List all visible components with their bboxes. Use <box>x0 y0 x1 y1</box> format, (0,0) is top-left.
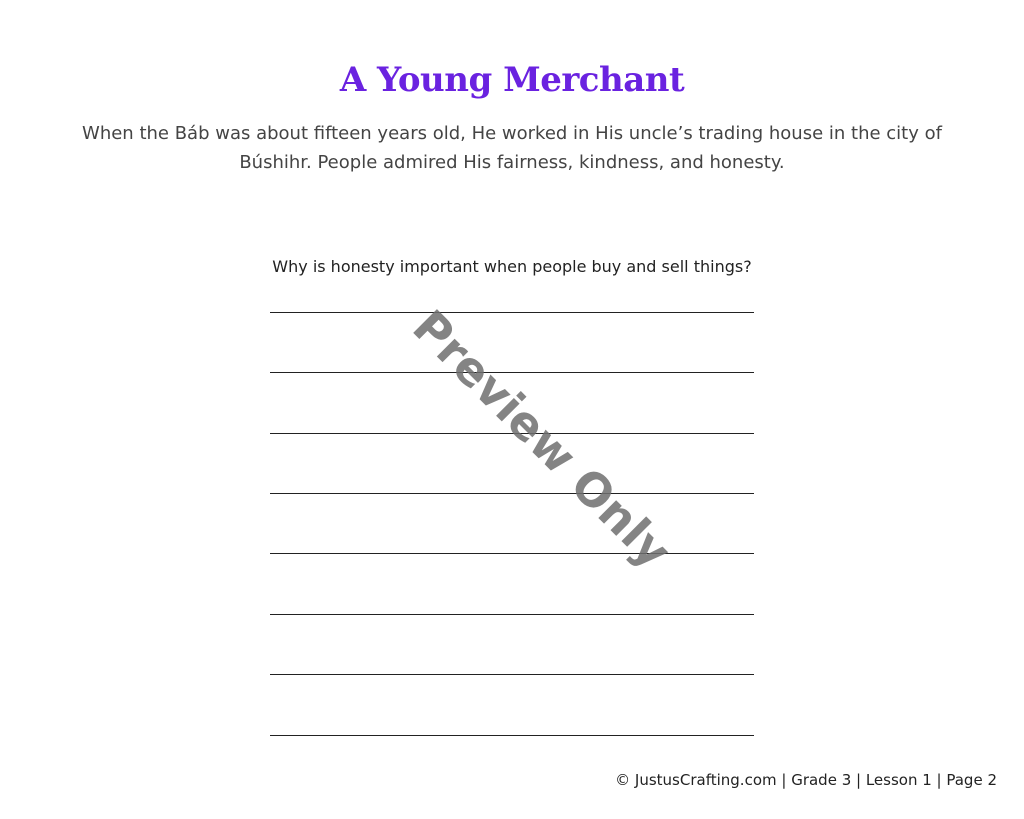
answer-line-4[interactable] <box>270 493 754 494</box>
answer-line-1[interactable] <box>270 312 754 313</box>
answer-line-5[interactable] <box>270 553 754 554</box>
answer-line-8[interactable] <box>270 735 754 736</box>
answer-line-6[interactable] <box>270 614 754 615</box>
answer-line-7[interactable] <box>270 674 754 675</box>
intro-paragraph: When the Báb was about fifteen years old, He worked in His uncle’s trading house in the city of Búshihr. People admired His fairness, kindness, and honesty. <box>82 123 942 173</box>
page-title: A Young Merchant <box>339 60 685 100</box>
answer-line-3[interactable] <box>270 433 754 434</box>
answer-line-2[interactable] <box>270 372 754 373</box>
preview-watermark: Preview Only <box>402 299 682 579</box>
page-footer: © JustusCrafting.com | Grade 3 | Lesson 1 | Page 2 <box>615 771 997 789</box>
question-text: Why is honesty important when people buy and sell things? <box>272 257 752 276</box>
